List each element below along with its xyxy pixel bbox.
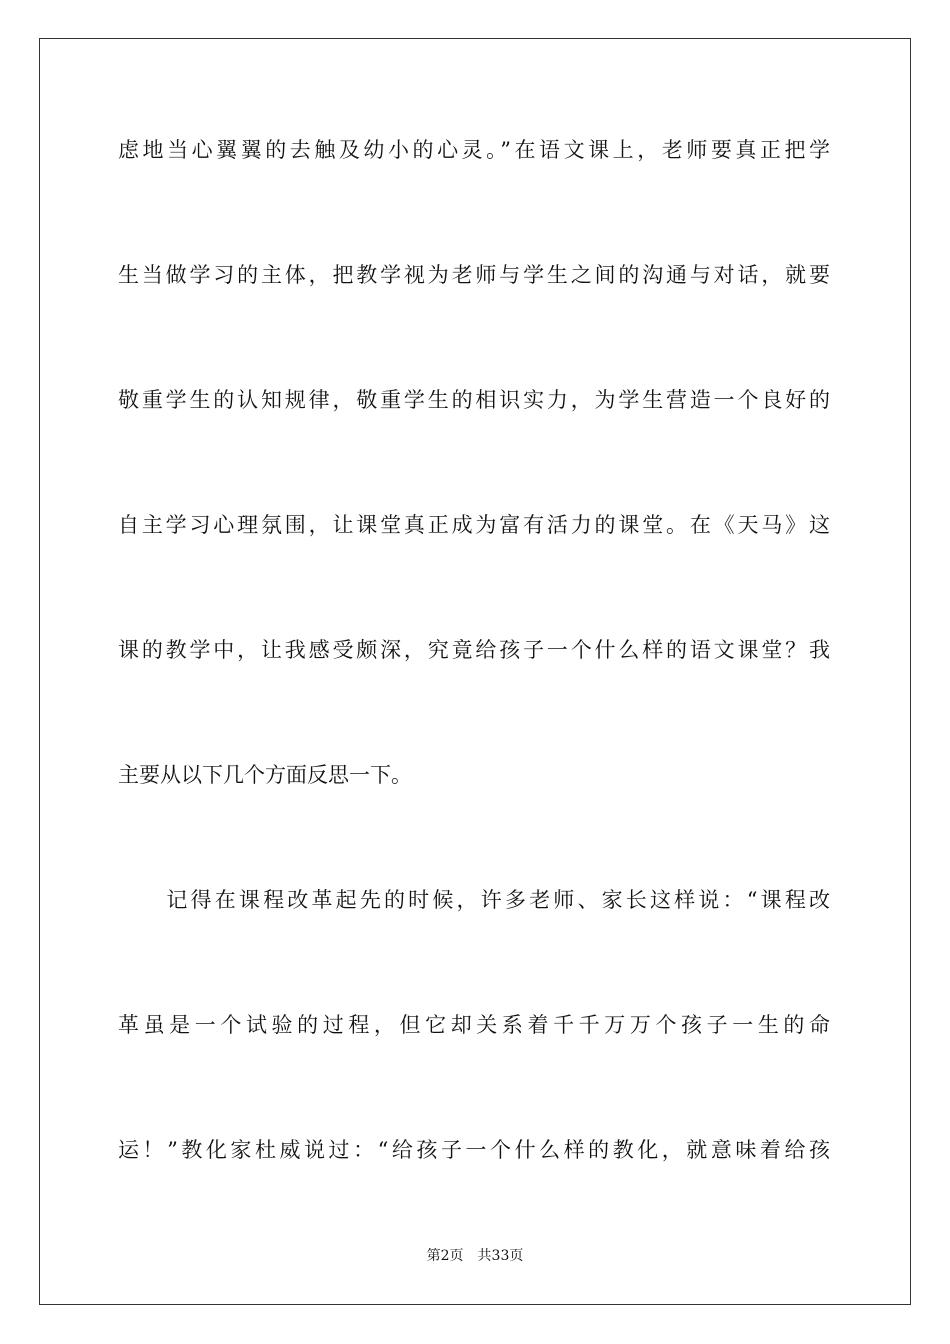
paragraph-line-9: 运！”教化家杜威说过：“给孩子一个什么样的教化，就意味着给孩 [118, 1138, 830, 1162]
paragraph-line-4: 自主学习心理氛围，让课堂真正成为富有活力的课堂。在《天马》这 [118, 513, 830, 537]
paragraph-line-7: 记得在课程改革起先的时候，许多老师、家长这样说：“课程改 [118, 888, 830, 912]
paragraph-line-5: 课的教学中，让我感受颇深，究竟给孩子一个什么样的语文课堂？我 [118, 638, 830, 662]
paragraph-line-2: 生当做学习的主体，把教学视为老师与学生之间的沟通与对话，就要 [118, 263, 830, 287]
page-border [39, 38, 911, 1305]
paragraph-line-6: 主要从以下几个方面反思一下。 [118, 763, 412, 787]
paragraph-line-1: 虑地当心翼翼的去触及幼小的心灵。”在语文课上，老师要真正把学 [118, 138, 830, 162]
paragraph-line-8: 革虽是一个试验的过程，但它却关系着千千万万个孩子一生的命 [118, 1013, 830, 1037]
page-number-footer: 第2页 共33页 [426, 1248, 524, 1264]
paragraph-line-3: 敬重学生的认知规律，敬重学生的相识实力，为学生营造一个良好的 [118, 388, 830, 412]
